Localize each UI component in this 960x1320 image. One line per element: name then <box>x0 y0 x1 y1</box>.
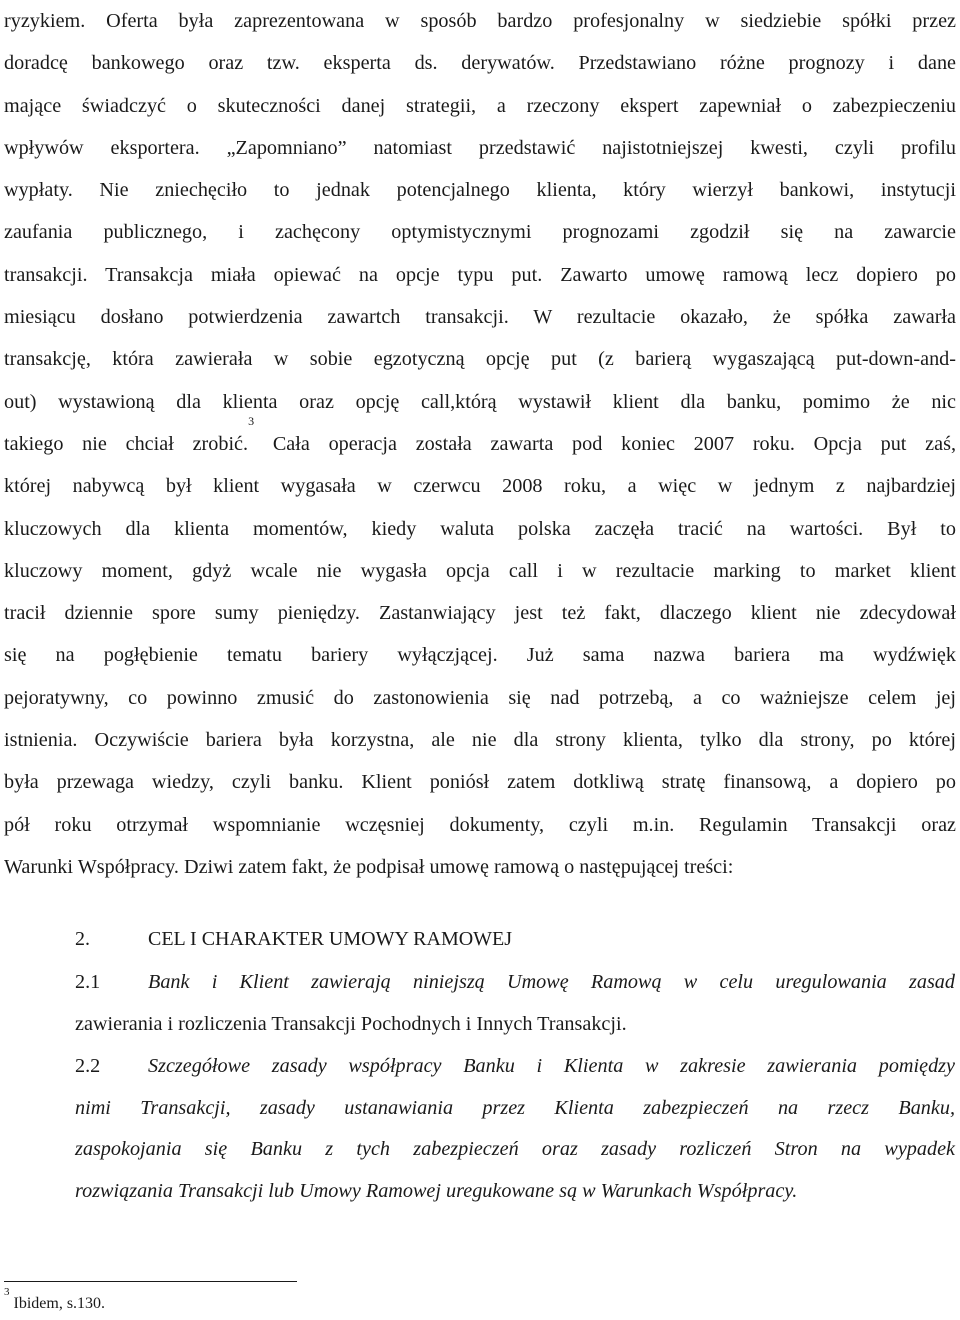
text-line: doradcę bankowego oraz tzw. eksperta ds. derywatów. Przedstawiano różne prognozy i dane <box>4 52 956 75</box>
text-line: istnienia. Oczywiście bariera była korzystna, ale nie dla strony klienta, tylko dla strony, po której <box>4 729 956 752</box>
footnote-marker: 3 <box>4 1286 10 1298</box>
text-segment: Cała operacja została zawarta pod koniec 2007 roku. Opcja put zaś, <box>254 432 956 455</box>
footnote-reference[interactable]: 3 <box>248 413 255 428</box>
footnote-separator <box>4 1281 297 1282</box>
text-line: ryzykiem. Oferta była zaprezentowana w sposób bardzo profesjonalny w siedziebie spółki przez <box>4 10 956 32</box>
clause-2-1 <box>75 962 955 1045</box>
text-line: zaufania publicznego, i zachęcony optymistycznymi prognozami zgodził się na zawarcie <box>4 221 956 244</box>
text-line: transakcję, która zawierała w sobie egzotyczną opcję put (z barierą wygaszającą put-down-and- <box>4 348 956 371</box>
clause-line: rozwiązania Transakcji lub Umowy Ramowej uregukowane są w Warunkach Współpracy. <box>75 1180 798 1203</box>
text-line: wypłaty. Nie zniechęciło to jednak potencjalnego klienta, który wierzył bankowi, instytucji <box>4 179 956 202</box>
section-heading <box>75 924 955 954</box>
text-line: się na pogłębienie tematu bariery wyłączjącej. Już sama nazwa bariera ma wydźwięk <box>4 644 956 667</box>
text-line: transakcji. Transakcja miała opiewać na opcje typu put. Zawarto umowę ramową lecz dopiero po <box>4 263 956 286</box>
text-segment: takiego nie chciał zrobić. <box>4 432 249 455</box>
clause-line: zaspokojania się Banku z tych zabezpieczeń oraz zasady rozliczeń Stron na wypadek <box>75 1138 955 1161</box>
section-number: 2. <box>75 928 90 950</box>
text-line: Warunki Współpracy. Dziwi zatem fakt, że podpisał umowę ramową o następującej treści: <box>4 855 734 878</box>
clause-number: 2.1 <box>75 971 101 993</box>
footnote-text: Ibidem, s.130. <box>9 1295 106 1312</box>
clause-2-2 <box>75 1046 955 1213</box>
text-line: mające świadczyć o skuteczności danej strategii, a rzeczony ekspert zapewniał o zabezpieczeniu <box>4 94 956 117</box>
text-line: pół roku otrzymał wspomnianie wczęsniej dokumenty, czyli m.in. Regulamin Transakcji oraz <box>4 813 956 836</box>
text-line: pejoratywny, co powinno zmusić do zastonowienia się nad potrzebą, a co ważniejsze celem jej <box>4 686 956 709</box>
text-line: miesiącu dosłano potwierdzenia zawartch transakcji. W rezultacie okazało, że spółka zawarła <box>4 306 956 329</box>
section-title: CEL I CHARAKTER UMOWY RAMOWEJ <box>148 928 513 950</box>
clause-italic-text: Bank i Klient zawierają niniejszą Umowę Ramową w celu uregulowania zasad <box>148 971 955 993</box>
clause-line: zawierania i rozliczenia Transakcji Pochodnych i Innych Transakcji. <box>75 1012 627 1035</box>
clause-line: nimi Transakcji, zasady ustanawiania przez Klienta zabezpieczeń na rzecz Banku, <box>75 1096 955 1119</box>
footnote <box>4 1286 106 1315</box>
text-line: wpływów eksportera. „Zapomniano” natomiast przedstawić najistotniejszej kwesti, czyli profilu <box>4 136 956 159</box>
clause-line <box>75 962 955 1004</box>
clause-line <box>75 1046 955 1088</box>
body-paragraph <box>4 0 956 888</box>
text-line: której nabywcą był klient wygasała w czerwcu 2008 roku, a więc w jednym z najbardziej <box>4 475 956 498</box>
text-line: kluczowych dla klienta momentów, kiedy waluta polska zaczęła tracić na wartości. Był to <box>4 517 956 540</box>
text-line: kluczowy moment, gdyż wcale nie wygasła opcja call i w rezultacie marking to market klient <box>4 559 956 582</box>
clause-number: 2.2 <box>75 1055 101 1077</box>
text-line-with-footnote <box>4 413 956 465</box>
text-line: tracił dziennie spore sumy pieniędzy. Zastanwiający jest też fakt, dlaczego klient nie zdecydował <box>4 602 956 625</box>
clause-italic-text: Szczegółowe zasady współpracy Banku i Klienta w zakresie zawierania pomiędzy <box>148 1055 955 1077</box>
text-line: była przewaga wiedzy, czyli banku. Klient poniósł zatem dotkliwą stratę finansową, a dopiero po <box>4 771 956 794</box>
text-line: out) wystawioną dla klienta oraz opcję call,którą wystawił klient dla banku, pomimo że nic <box>4 390 956 413</box>
